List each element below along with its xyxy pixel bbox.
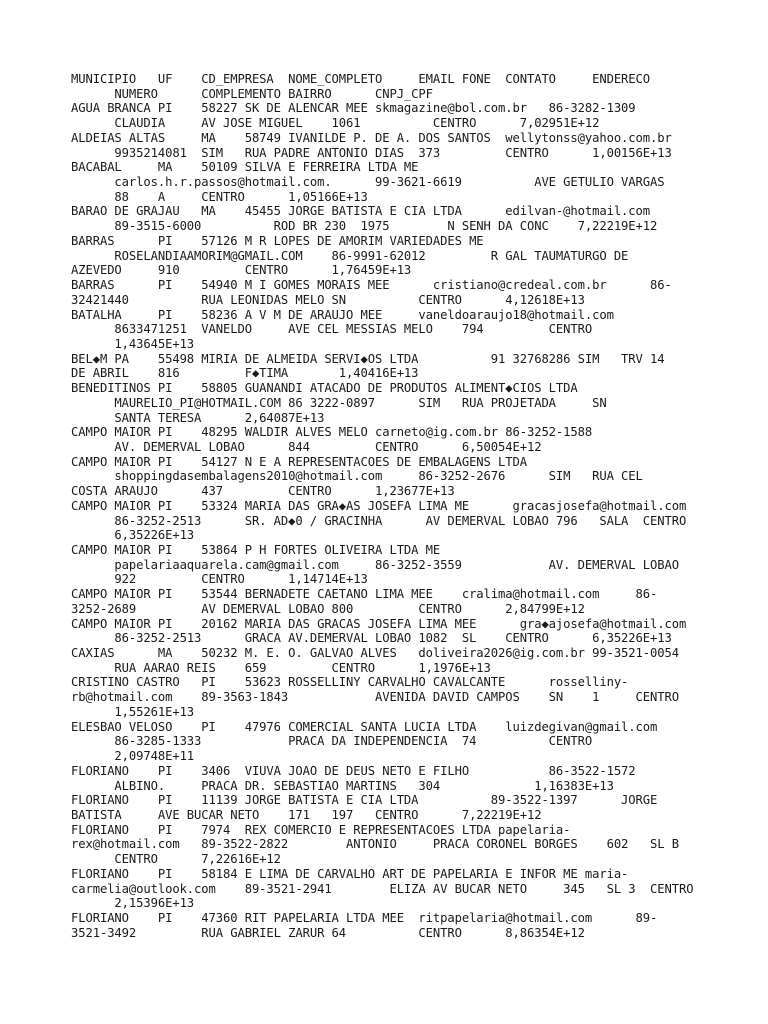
text-line: carmelia@outlook.com 89-3521-2941 ELIZA AV BUCAR NETO 345 SL 3 CENTRO [71, 881, 694, 896]
text-line: BENEDITINOS PI 58805 GUANANDI ATACADO DE PRODUTOS ALIMENT◆CIOS LTDA [71, 381, 578, 396]
text-line: NUMERO COMPLEMENTO BAIRRO CNPJ_CPF [71, 86, 433, 101]
text-line: BATISTA AVE BUCAR NETO 171 197 CENTRO 7,22219E+12 [71, 807, 542, 822]
text-line: MAURELIO_PI@HOTMAIL.COM 86 3222-0897 SIM RUA PROJETADA SN [71, 395, 607, 410]
text-line: 86-3252-2513 GRACA AV.DEMERVAL LOBAO 1082 SL CENTRO 6,35226E+13 [71, 631, 672, 646]
text-line: BARRAS PI 57126 M R LOPES DE AMORIM VARIEDADES ME [71, 233, 484, 248]
text-line: FLORIANO PI 7974 REX COMERCIO E REPRESENTACOES LTDA papelaria- [71, 822, 571, 837]
text-line: CRISTINO CASTRO PI 53623 ROSSELLINY CARVALHO CAVALCANTE rosselliny- [71, 675, 629, 690]
text-line: 1,43645E+13 [71, 336, 195, 351]
text-line: DE ABRIL 816 F◆TIMA 1,40416E+13 [71, 366, 419, 381]
text-line: FLORIANO PI 47360 RIT PAPELARIA LTDA MEE ritpapelaria@hotmail.com 89- [71, 910, 658, 925]
text-line: 89-3515-6000 ROD BR 230 1975 N SENH DA CONC 7,22219E+12 [71, 219, 658, 234]
text-line: CAXIAS MA 50232 M. E. O. GALVAO ALVES doliveira2026@ig.com.br 99-3521-0054 [71, 646, 679, 661]
text-line: AV. DEMERVAL LOBAO 844 CENTRO 6,50054E+12 [71, 439, 542, 454]
text-line: AZEVEDO 910 CENTRO 1,76459E+13 [71, 263, 412, 278]
text-line: 922 CENTRO 1,14714E+13 [71, 572, 368, 587]
text-line: RUA AARAO REIS 659 CENTRO 1,1976E+13 [71, 660, 491, 675]
text-line: BARAO DE GRAJAU MA 45455 JORGE BATISTA E CIA LTDA edilvan-@hotmail.com [71, 204, 651, 219]
text-line: CAMPO MAIOR PI 53324 MARIA DAS GRA◆AS JOSEFA LIMA ME gracasjosefa@hotmail.com [71, 498, 687, 513]
text-line: 32421440 RUA LEONIDAS MELO SN CENTRO 4,12618E+13 [71, 292, 585, 307]
text-line: BACABAL MA 50109 SILVA E FERREIRA LTDA ME [71, 160, 419, 175]
text-line: FLORIANO PI 11139 JORGE BATISTA E CIA LTDA 89-3522-1397 JORGE [71, 793, 658, 808]
text-line: CAMPO MAIOR PI 53864 P H FORTES OLIVEIRA LTDA ME [71, 543, 441, 557]
text-line: 2,15396E+13 [71, 896, 195, 911]
text-line: 8633471251 VANELDO AVE CEL MESSIAS MELO 794 CENTRO [71, 322, 593, 337]
text-line: BARRAS PI 54940 M I GOMES MORAIS MEE cristiano@credeal.com.br 86- [71, 278, 672, 293]
text-line: ALDEIAS ALTAS MA 58749 IVANILDE P. DE A. DOS SANTOS wellytonss@yahoo.com.br [71, 130, 672, 145]
text-line: 9935214081 SIM RUA PADRE ANTONIO DIAS 373 CENTRO 1,00156E+13 [71, 145, 672, 160]
text-line: SANTA TERESA 2,64087E+13 [71, 410, 325, 425]
text-line: CAMPO MAIOR PI 20162 MARIA DAS GRACAS JOSEFA LIMA MEE gra◆ajosefa@hotmail.com [71, 616, 687, 631]
text-line: CLAUDIA AV JOSE MIGUEL 1061 CENTRO 7,02951E+12 [71, 116, 600, 131]
text-line: rb@hotmail.com 89-3563-1843 AVENIDA DAVID CAMPOS SN 1 CENTRO [71, 690, 679, 705]
text-line: 1,55261E+13 [71, 704, 195, 719]
text-line: ALBINO. PRACA DR. SEBASTIAO MARTINS 304 1,16383E+13 [71, 778, 614, 793]
text-line: papelariaaquarela.cam@gmail.com 86-3252-3559 AV. DEMERVAL LOBAO [71, 557, 679, 572]
text-line: COSTA ARAUJO 437 CENTRO 1,23677E+13 [71, 484, 455, 499]
text-line: FLORIANO PI 3406 VIUVA JOAO DE DEUS NETO E FILHO 86-3522-1572 [71, 763, 636, 778]
text-line: BEL◆M PA 55498 MIRIA DE ALMEIDA SERVI◆OS LTDA 91 32768286 SIM TRV 14 [71, 351, 665, 366]
text-line: 3521-3492 RUA GABRIEL ZARUR 64 CENTRO 8,86354E+12 [71, 925, 585, 940]
text-line: shoppingdasembalagens2010@hotmail.com 86-3252-2676 SIM RUA CEL [71, 469, 643, 484]
text-line: CENTRO 7,22616E+12 [71, 852, 281, 867]
text-line: CAMPO MAIOR PI 48295 WALDIR ALVES MELO carneto@ig.com.br 86-3252-1588 [71, 425, 593, 440]
text-line: rex@hotmail.com 89-3522-2822 ANTONIO PRACA CORONEL BORGES 602 SL B [71, 837, 679, 852]
text-line: MUNICIPIO UF CD_EMPRESA NOME_COMPLETO EMAIL FONE CONTATO ENDERECO [71, 72, 651, 86]
text-line: 3252-2689 AV DEMERVAL LOBAO 800 CENTRO 2,84799E+12 [71, 601, 585, 616]
text-line: CAMPO MAIOR PI 54127 N E A REPRESENTACOES DE EMBALAGENS LTDA [71, 454, 527, 469]
text-line: CAMPO MAIOR PI 53544 BERNADETE CAETANO LIMA MEE cralima@hotmail.com 86- [71, 587, 658, 602]
text-line: carlos.h.r.passos@hotmail.com. 99-3621-6619 AVE GETULIO VARGAS [71, 175, 665, 190]
text-line: 86-3285-1333 PRACA DA INDEPENDENCIA 74 CENTRO [71, 734, 593, 749]
text-line: ROSELANDIAAMORIM@GMAIL.COM 86-9991-62012 R GAL TAUMATURGO DE [71, 248, 629, 263]
text-line: 88 A CENTRO 1,05166E+13 [71, 189, 368, 204]
text-line: BATALHA PI 58236 A V M DE ARAUJO MEE vaneldoaraujo18@hotmail.com [71, 307, 614, 322]
text-line: ELESBAO VELOSO PI 47976 COMERCIAL SANTA LUCIA LTDA luizdegivan@gmail.com [71, 719, 658, 734]
text-line: AGUA BRANCA PI 58227 SK DE ALENCAR MEE skmagazine@bol.com.br 86-3282-1309 [71, 101, 636, 116]
text-line: 86-3252-2513 SR. AD◆0 / GRACINHA AV DEMERVAL LOBAO 796 SALA CENTRO [71, 513, 687, 528]
document-body [71, 72, 711, 940]
text-line: 2,09748E+11 [71, 749, 195, 764]
text-line: FLORIANO PI 58184 E LIMA DE CARVALHO ART DE PAPELARIA E INFOR ME maria- [71, 866, 629, 881]
text-line: 6,35226E+13 [71, 528, 195, 543]
